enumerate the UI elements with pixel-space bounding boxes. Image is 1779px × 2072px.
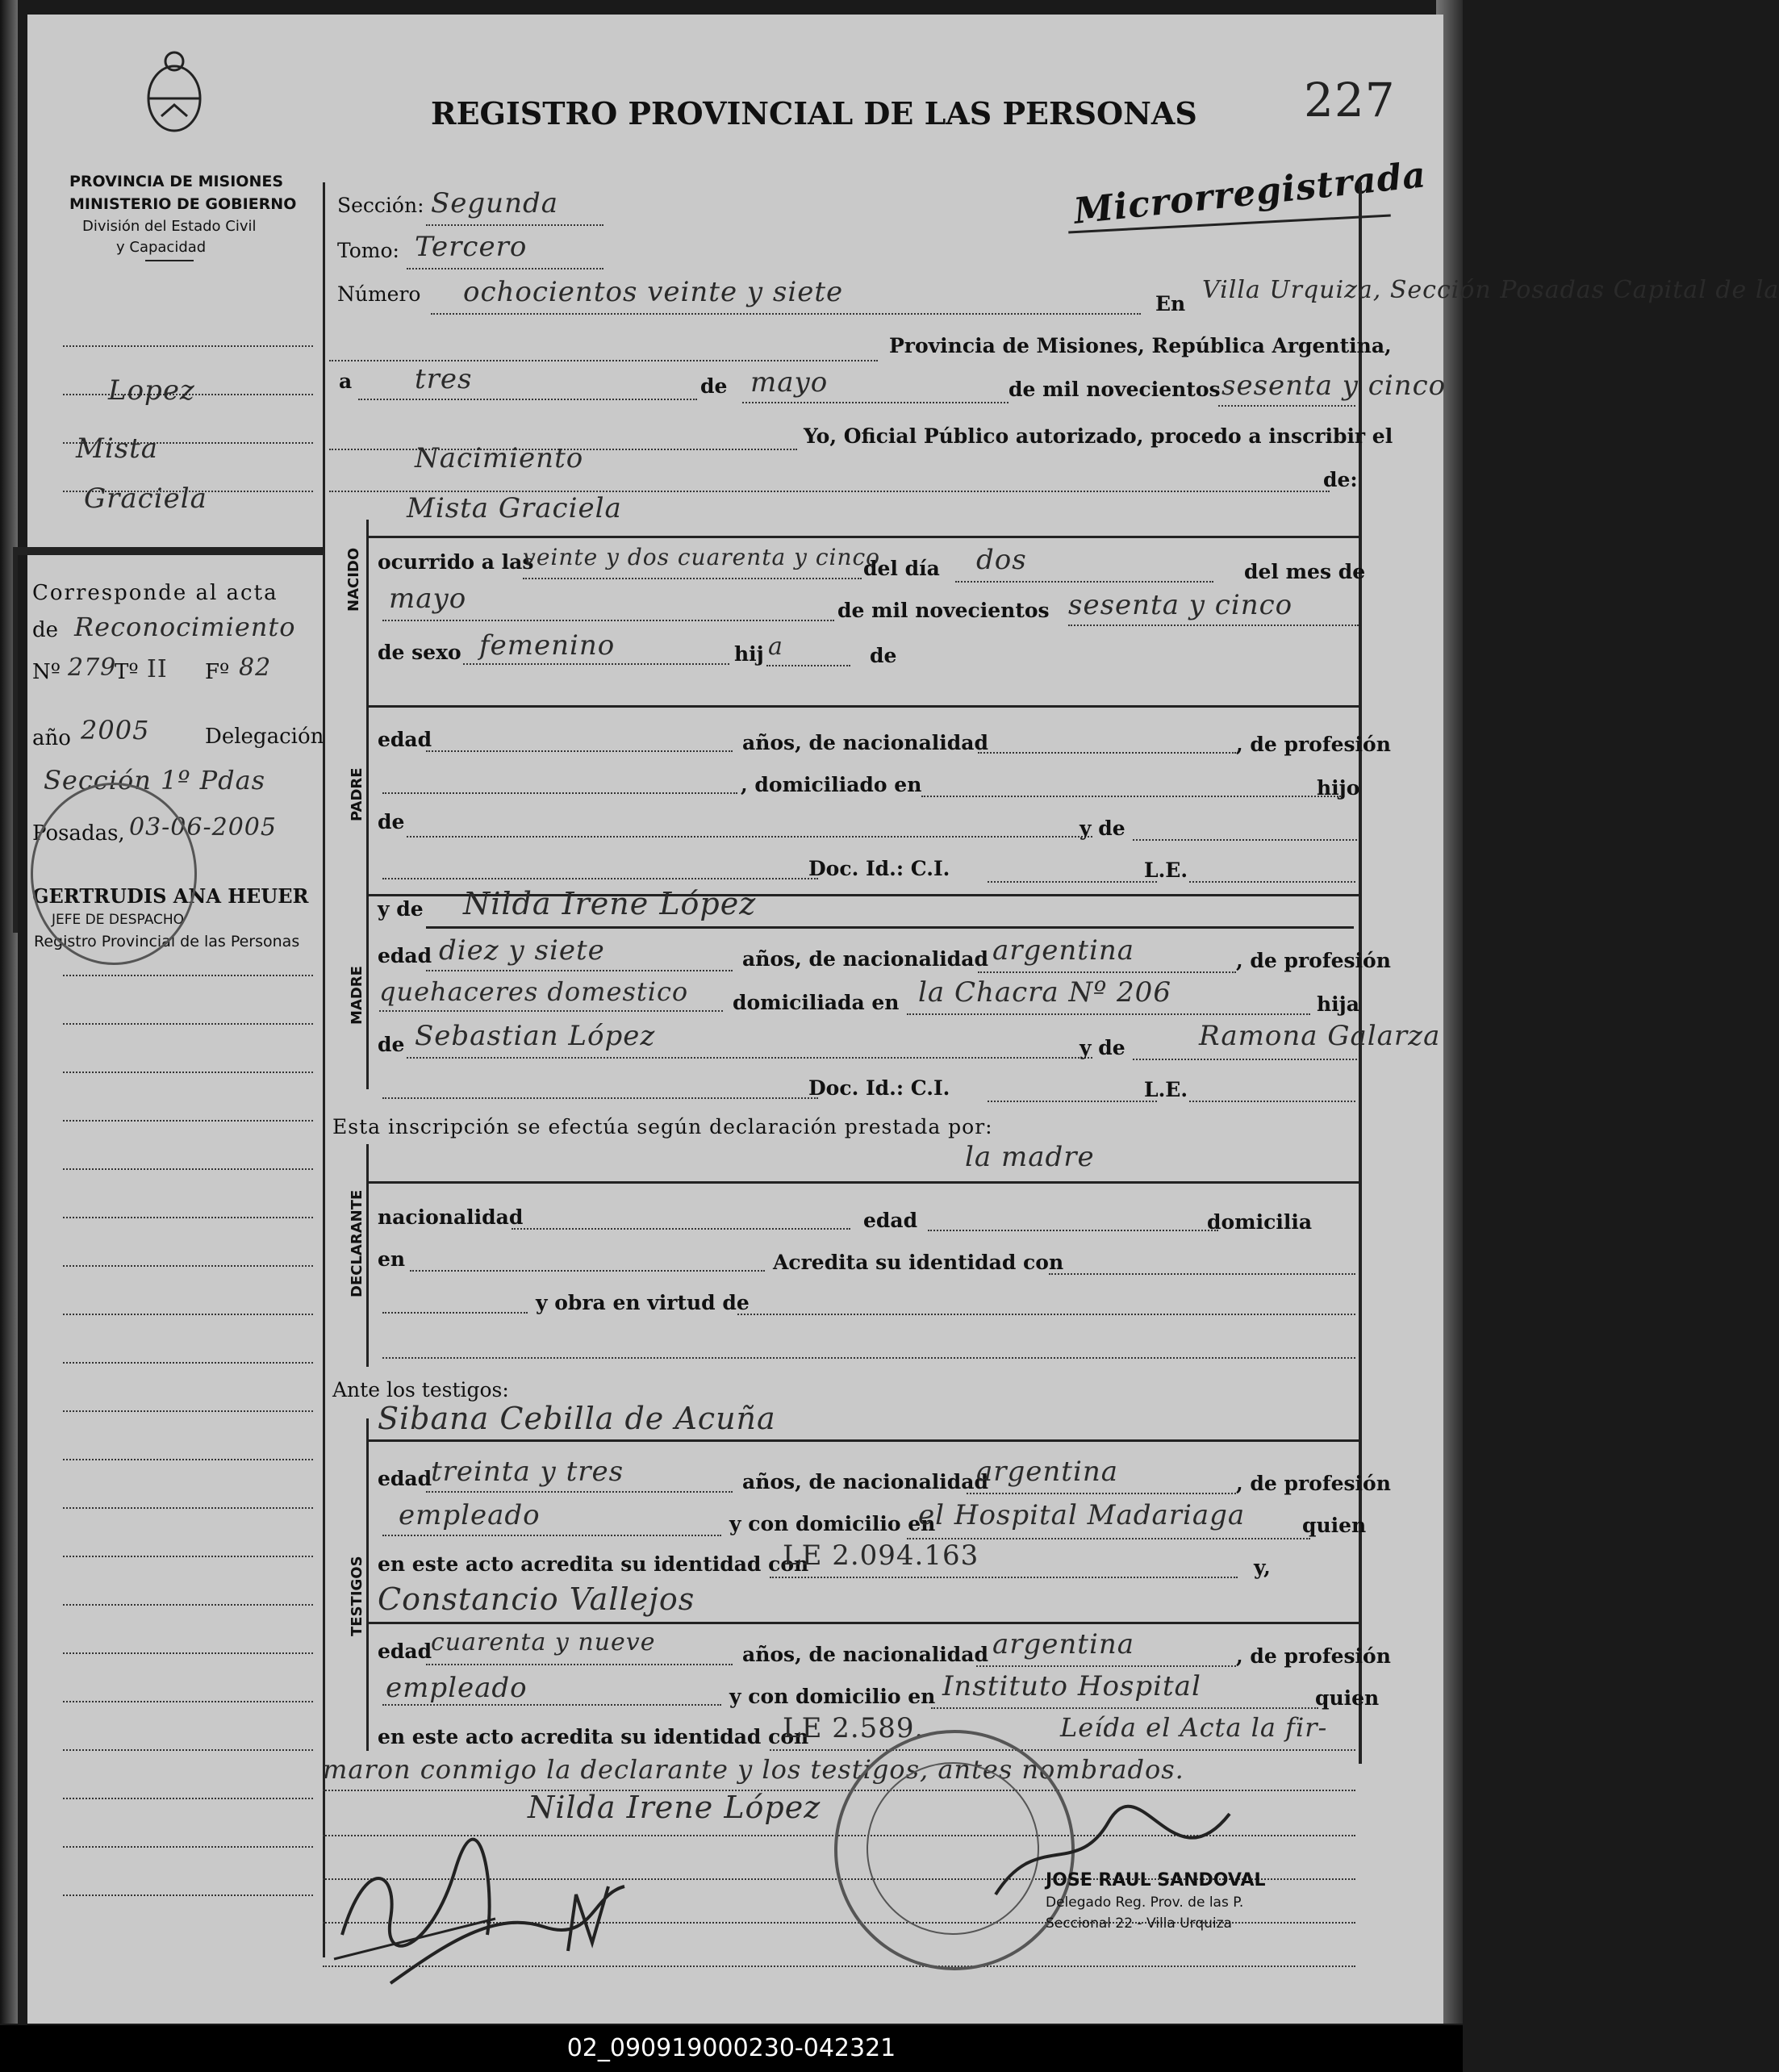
madre-de-label: de — [378, 1033, 405, 1056]
madre-divider — [366, 894, 369, 1089]
padre-edad-label: edad — [378, 728, 432, 751]
t2-name: Constancio Vallejos — [378, 1581, 695, 1617]
t2-doc: LE 2.589. — [783, 1712, 925, 1744]
t2-edad-label: edad — [378, 1640, 432, 1663]
margin-dotted-line — [63, 975, 313, 976]
margin-act-type: Reconocimiento — [74, 612, 296, 642]
child-name-rule — [366, 536, 1360, 538]
t2-nac-label: años, de nacionalidad — [742, 1643, 988, 1666]
padre-nac-line — [978, 752, 1236, 754]
t1-dom-value: el Hospital Madariaga — [918, 1499, 1246, 1531]
madre-doc-line — [988, 1101, 1157, 1102]
officer-title: Delegado Reg. Prov. de las P. — [1046, 1894, 1244, 1911]
margin-year: 2005 — [81, 715, 150, 746]
child-name: Mista Graciela — [407, 492, 622, 524]
madre-nac-value: argentina — [992, 934, 1135, 967]
margin-act-ref: 279 — [68, 654, 117, 682]
microfilm-annotation: Microrregistrada — [1071, 154, 1429, 232]
padre-doc-label: Doc. Id.: C.I. — [808, 857, 950, 880]
margin-tomo-label: Tº — [115, 660, 139, 684]
numero-value: ochocientos veinte y siete — [463, 276, 844, 308]
register-page — [27, 15, 1779, 2024]
t2-edad-line — [426, 1664, 733, 1665]
margin-dotted-line — [63, 1072, 313, 1073]
padre-dom-line — [921, 796, 1341, 797]
declarante-nac-line — [512, 1228, 850, 1230]
hora-line — [523, 578, 862, 579]
declarante-en-line — [410, 1270, 765, 1272]
madre-blank-line — [382, 1097, 818, 1099]
mes-line — [382, 620, 834, 621]
page-number: 227 — [1304, 73, 1396, 127]
testigos-divider — [366, 1418, 369, 1751]
margin-dotted-line — [63, 1023, 313, 1025]
margin-folio-label: Fº — [205, 660, 230, 684]
year-label: de mil novecientos — [1009, 378, 1221, 401]
margin-folio: 82 — [239, 654, 272, 682]
year-value: sesenta y cinco — [1221, 370, 1447, 402]
tomo-label: Tomo: — [337, 239, 399, 262]
madre-hija-label: hija — [1317, 992, 1359, 1016]
margin-signer-office: Registro Provincial de las Personas — [34, 933, 300, 950]
t2-dom-value: Instituto Hospital — [942, 1670, 1201, 1702]
main-left-border — [323, 182, 325, 1957]
madre-edad-line — [426, 970, 733, 971]
nacido-year-line — [1068, 625, 1359, 626]
agency-line-2: MINISTERIO DE GOBIERNO — [69, 195, 297, 213]
nacido-bottom-rule — [366, 705, 1360, 708]
de-month-label: de — [700, 374, 728, 398]
padre-yde-line — [1133, 839, 1357, 841]
t2-dom-line — [931, 1707, 1318, 1709]
declarante-by-rule — [366, 1181, 1360, 1184]
margin-round-stamp — [31, 783, 197, 965]
en-label: En — [1155, 292, 1186, 315]
margin-delegation-label: Delegación — [205, 725, 324, 749]
act-kind-value: Nacimiento — [415, 442, 584, 474]
padre-blank-line — [382, 878, 818, 879]
sexo-line — [463, 663, 729, 665]
t2-name-rule — [366, 1622, 1360, 1624]
margin-dotted-line — [63, 1120, 313, 1122]
de-colon-label: de: — [1323, 468, 1358, 491]
t1-nac-label: años, de nacionalidad — [742, 1470, 988, 1493]
margin-dotted-line — [63, 1507, 313, 1509]
t1-name: Sibana Cebilla de Acuña — [378, 1401, 776, 1436]
margin-tomo: II — [147, 655, 168, 683]
madre-dom-line — [907, 1013, 1310, 1015]
day-value: tres — [415, 363, 473, 395]
day-line — [358, 399, 697, 400]
testigos-intro: Ante los testigos: — [332, 1378, 509, 1402]
madre-yde2-label: y de — [1080, 1036, 1125, 1059]
numero-label: Número — [337, 282, 421, 306]
padre-yde-label: y de — [1080, 817, 1125, 840]
declarante-edad-line — [928, 1230, 1218, 1231]
margin-dotted-line — [63, 345, 313, 347]
t2-nac-value: argentina — [992, 1628, 1135, 1661]
padre-de-label: de — [378, 810, 405, 833]
padre-de-line — [407, 836, 1092, 838]
t1-y: y, — [1254, 1556, 1271, 1579]
margin-dotted-line — [63, 1652, 313, 1654]
sexo-label: de sexo — [378, 641, 461, 664]
t1-acredita-label: en este acto acredita su identidad con — [378, 1552, 809, 1576]
t1-edad-label: edad — [378, 1467, 432, 1490]
hij-label: hij — [734, 642, 764, 666]
tomo-value: Tercero — [415, 231, 528, 263]
mes-value: mayo — [389, 583, 467, 615]
t1-edad-value: treinta y tres — [431, 1456, 624, 1488]
agency-line-1: PROVINCIA DE MISIONES — [69, 173, 284, 190]
margin-dotted-line — [63, 1701, 313, 1702]
t2-edad-value: cuarenta y nueve — [431, 1628, 656, 1656]
t2-prof-value: empleado — [386, 1672, 528, 1704]
margin-signer: GERTRUDIS ANA HEUER — [32, 884, 309, 908]
year-line — [1218, 405, 1355, 407]
t1-prof-line — [382, 1535, 721, 1536]
padre-dom-label: , domiciliado en — [741, 773, 922, 796]
witness-signature-2 — [382, 1862, 657, 1999]
padre-hijo-label: hijo — [1317, 776, 1360, 800]
declarante-edad-label: edad — [863, 1209, 918, 1232]
madre-name-rule — [426, 926, 1354, 929]
margin-dotted-line — [63, 1362, 313, 1364]
hij-suffix: a — [768, 633, 783, 661]
closing-line-a: Leída el Acta la fir- — [1060, 1712, 1328, 1743]
declarante-en-label: en — [378, 1247, 406, 1271]
officer-text: Yo, Oficial Público autorizado, procedo a inscribir el — [804, 424, 1393, 448]
margin-dotted-line — [63, 1168, 313, 1170]
nacido-label: NACIDO — [345, 547, 362, 612]
madre-padre-de-line — [407, 1057, 1092, 1059]
margin-dotted-line — [63, 1798, 313, 1799]
declarante-nac-label: nacionalidad — [378, 1205, 524, 1229]
month-line — [742, 402, 1009, 403]
padre-le-label: L.E. — [1144, 858, 1188, 882]
margin-dotted-line — [63, 1846, 313, 1848]
margin-dotted-line — [63, 1556, 313, 1557]
padre-prof-line — [382, 792, 737, 794]
t1-dom-label: y con domicilio en — [729, 1512, 936, 1535]
t2-prof-label: , de profesión — [1236, 1644, 1391, 1668]
seccion-label: Sección: — [337, 194, 424, 217]
closing-line-b: maron conmigo la declarante y los testigos, antes nombrados. — [323, 1754, 1184, 1785]
t2-doc-line — [770, 1749, 1355, 1751]
declarante-divider — [366, 1144, 369, 1367]
padre-doc-line — [988, 881, 1157, 883]
dia-line — [955, 581, 1213, 583]
t1-nac-line — [967, 1493, 1236, 1494]
t1-name-rule — [366, 1439, 1360, 1442]
margin-dotted-line — [63, 1410, 313, 1412]
coat-of-arms-icon — [140, 48, 208, 136]
madre-dom-label: domiciliada en — [733, 991, 900, 1014]
t1-quien: quien — [1302, 1514, 1367, 1537]
madre-nac-line — [978, 971, 1236, 973]
declarante-by: la madre — [965, 1141, 1095, 1173]
dia-value: dos — [976, 544, 1027, 576]
madre-prof-line — [379, 1010, 723, 1012]
nacido-divider — [366, 520, 369, 705]
madre-dom-value: la Chacra Nº 206 — [918, 976, 1171, 1009]
margin-surname-2: Mista — [76, 432, 159, 465]
margin-dotted-line — [63, 1314, 313, 1315]
margin-note-left-bar — [13, 554, 18, 933]
declarante-blank-line — [382, 1357, 1355, 1359]
madre-prof-value: quehaceres domestico — [379, 976, 689, 1007]
margin-section: Sección 1º Pdas — [44, 765, 266, 796]
padre-edad-line — [426, 750, 733, 752]
book-spine — [0, 0, 18, 2024]
hij-line — [766, 665, 850, 666]
madre-le-label: L.E. — [1144, 1078, 1188, 1101]
margin-surname-1: Lopez — [108, 374, 195, 407]
a-label: a — [339, 370, 353, 393]
closing-line-b-rule — [323, 1790, 1355, 1791]
t1-nac-value: argentina — [976, 1456, 1119, 1488]
officer-signature — [988, 1798, 1246, 1911]
margin-note-label-2: de — [32, 618, 59, 642]
image-id-footer: 02_090919000230-042321 — [0, 2025, 1463, 2072]
declarante-label: DECLARANTE — [349, 1189, 365, 1297]
madre-label: MADRE — [349, 966, 365, 1025]
margin-dotted-line — [63, 1894, 313, 1896]
agency-line-3: División del Estado Civil — [82, 218, 257, 235]
margin-date: 03-06-2005 — [129, 813, 277, 842]
madre-nac-label: años, de nacionalidad — [742, 947, 988, 971]
madre-edad-label: edad — [378, 944, 432, 967]
hora-value: veinte y dos cuarenta y cinco — [523, 544, 881, 570]
declarante-intro: Esta inscripción se efectúa según declaración prestada por: — [332, 1115, 993, 1138]
t1-edad-line — [426, 1491, 733, 1493]
mes-label: del mes de — [1244, 560, 1366, 583]
padre-label: PADRE — [349, 767, 365, 821]
madre-madre-de: Ramona Galarza — [1199, 1020, 1441, 1052]
t2-acredita-label: en este acto acredita su identidad con — [378, 1725, 809, 1748]
declarante-obra-line — [737, 1314, 1355, 1315]
madre-name: Nilda Irene López — [463, 886, 757, 921]
madre-edad-value: diez y siete — [439, 934, 605, 967]
madre-yde-label: y de — [378, 897, 424, 921]
margin-dotted-line — [63, 1265, 313, 1267]
nacido-year-value: sesenta y cinco — [1068, 589, 1293, 621]
testigos-label: TESTIGOS — [349, 1556, 365, 1636]
madre-madre-de-line — [1133, 1059, 1357, 1060]
agency-underline — [145, 260, 194, 261]
margin-dotted-line — [63, 1604, 313, 1606]
margin-year-label: año — [32, 726, 71, 750]
province-text: Provincia de Misiones, República Argentina, — [889, 334, 1392, 357]
declarante-obra-label: y obra en virtud de — [536, 1291, 750, 1314]
t2-nac-line — [976, 1665, 1236, 1667]
page-title: REGISTRO PROVINCIAL DE LAS PERSONAS — [431, 95, 1197, 132]
margin-dotted-line — [63, 1217, 313, 1218]
t2-dom-label: y con domicilio en — [729, 1685, 936, 1708]
seccion-line — [426, 224, 603, 226]
t1-doc-line — [770, 1577, 1238, 1578]
madre-padre-de: Sebastian López — [415, 1020, 656, 1052]
seccion-value: Segunda — [431, 187, 559, 219]
officer-office: Seccional 22 - Villa Urquiza — [1046, 1915, 1232, 1932]
padre-nac-label: años, de nacionalidad — [742, 731, 988, 754]
margin-given-name: Graciela — [84, 482, 207, 515]
declarante-acredita-label: Acredita su identidad con — [773, 1251, 1064, 1274]
padre-prof-label: , de profesión — [1236, 733, 1391, 756]
madre-le-line — [1189, 1101, 1355, 1102]
agency-line-4: y Capacidad — [116, 239, 207, 256]
margin-dotted-line — [63, 1459, 313, 1460]
declarante-obra-pre-line — [382, 1312, 528, 1314]
en-line-2 — [329, 360, 878, 361]
tomo-line — [407, 268, 603, 269]
t1-doc: LE 2.094.163 — [783, 1539, 979, 1572]
margin-note-label-1: Corresponde al acta — [32, 581, 278, 605]
officer-name: JOSE RAUL SANDOVAL — [1046, 1870, 1266, 1890]
margin-note-top-bar — [13, 547, 324, 555]
margin-dotted-line — [63, 1749, 313, 1751]
margin-act-ref-label: Nº — [32, 660, 61, 684]
t1-prof-label: , de profesión — [1236, 1472, 1391, 1495]
margin-signer-title: JEFE DE DESPACHO — [52, 912, 185, 928]
nacido-year-label: de mil novecientos — [837, 599, 1050, 622]
t2-quien: quien — [1315, 1686, 1380, 1710]
en-value: Villa Urquiza, Sección Posadas Capital de la — [1202, 276, 1779, 304]
madre-prof-label: , de profesión — [1236, 949, 1391, 972]
t2-prof-line — [382, 1704, 721, 1706]
declarante-signature: Nilda Irene López — [528, 1790, 821, 1825]
padre-divider — [366, 705, 369, 894]
t1-prof-value: empleado — [399, 1499, 541, 1531]
ocurrido-label: ocurrido a las — [378, 550, 534, 574]
numero-line — [431, 313, 1141, 315]
month-value: mayo — [750, 366, 829, 399]
declarante-acredita-line — [1049, 1273, 1355, 1275]
madre-doc-label: Doc. Id.: C.I. — [808, 1076, 950, 1100]
dia-label: del día — [863, 557, 940, 580]
margin-place-label: Posadas, — [32, 821, 125, 846]
nacido-de-label: de — [870, 644, 897, 667]
sexo-value: femenino — [479, 629, 616, 662]
declarante-dom-label: domicilia — [1207, 1210, 1313, 1234]
padre-le-line — [1189, 881, 1355, 883]
